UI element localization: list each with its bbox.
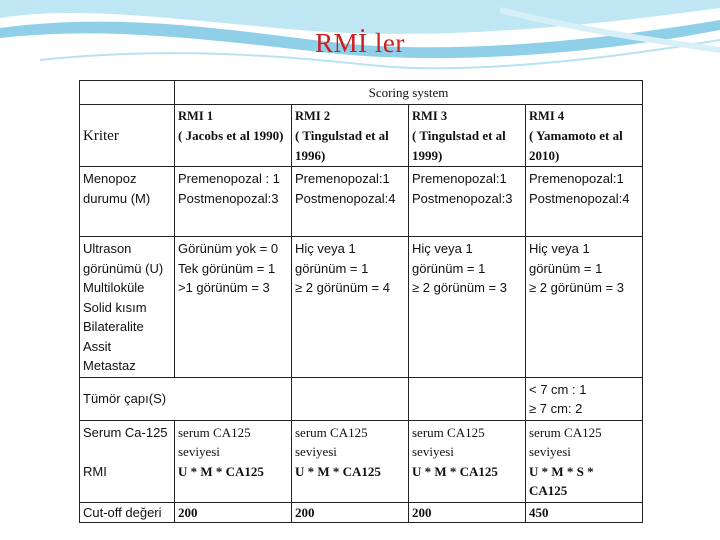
rmi4-tumor	[526, 377, 643, 420]
ultrasound-label-line: Multiloküle	[83, 280, 145, 295]
rmi2-ultrasound	[292, 237, 409, 378]
cutoff-label: Cut-off değeri	[80, 502, 175, 522]
rmi4-postmenopause: Postmenopozal:4	[529, 190, 630, 206]
ultrasound-value-line: Tek görünüm = 1	[178, 260, 276, 276]
rmi2-source: ( Tingulstad et al 1996)	[295, 128, 389, 163]
ultrasound-value-line: görünüm = 1	[412, 260, 486, 276]
rmi2-ca125	[292, 420, 409, 502]
menopause-row	[80, 167, 643, 237]
criteria-header-cell	[80, 104, 175, 167]
header-row	[80, 104, 643, 167]
cutoff-row	[80, 502, 643, 522]
scoring-caption-row	[80, 81, 643, 105]
rmi-label: RMI	[83, 463, 107, 479]
ultrasound-value-line: ≥ 2 görünüm = 3	[529, 280, 624, 295]
rmi4-menopause	[526, 167, 643, 237]
rmi3-tumor	[409, 377, 526, 420]
ca125-line: serum CA125	[412, 424, 485, 440]
ultrasound-row	[80, 237, 643, 378]
rmi3-premenopause: Premenopozal:1	[412, 171, 507, 186]
ultrasound-value-line: Görünüm yok = 0	[178, 241, 279, 256]
ultrasound-value-line: Hiç veya 1	[295, 241, 356, 256]
ultrasound-value-line: ≥ 2 görünüm = 4	[295, 280, 390, 295]
tumor-row	[80, 377, 643, 420]
ultrasound-label-line: Ultrason	[83, 241, 132, 256]
rmi3-cutoff: 200	[409, 502, 526, 522]
ca125-line: serum CA125	[295, 424, 368, 440]
rmi3-ultrasound	[409, 237, 526, 378]
ultrasound-value-line: >1 görünüm = 3	[178, 280, 270, 295]
ultrasound-label-line: Solid kısım	[83, 299, 147, 315]
rmi1-ca125	[175, 420, 292, 502]
rmi4-source: ( Yamamoto et al 2010)	[529, 128, 623, 163]
rmi2-cutoff: 200	[292, 502, 409, 522]
menopause-label-line2: durumu (M)	[83, 190, 151, 206]
rmi4-premenopause: Premenopozal:1	[529, 171, 624, 186]
rmi2-premenopause: Premenopozal:1	[295, 171, 390, 186]
rmi2-formula: U * M * CA125	[295, 463, 381, 479]
ca125-label-cell	[80, 420, 175, 502]
rmi1-cutoff: 200	[175, 502, 292, 522]
rmi2-postmenopause: Postmenopozal:4	[295, 190, 396, 206]
rmi4-formula-cont: CA125	[529, 483, 568, 498]
rmi4-name: RMI 4	[529, 108, 565, 123]
ca125-row	[80, 420, 643, 502]
ca125-line: seviyesi	[178, 444, 220, 459]
rmi3-source: ( Tingulstad et al 1999)	[412, 128, 506, 163]
ultrasound-label-line: görünümü (U)	[83, 260, 164, 276]
ultrasound-label-line: Metastaz	[83, 358, 136, 373]
empty-corner-cell	[80, 81, 175, 105]
rmi1-premenopause: Premenopozal : 1	[178, 171, 280, 186]
menopause-label-line1: Menopoz	[83, 171, 137, 186]
ultrasound-label-line: Assit	[83, 338, 112, 354]
rmi3-header	[409, 104, 526, 167]
rmi4-tumor-small: < 7 cm : 1	[529, 381, 587, 397]
ultrasound-value-line: Hiç veya 1	[412, 241, 473, 256]
rmi4-ca125	[526, 420, 643, 502]
rmi1-ultrasound	[175, 237, 292, 378]
ultrasound-label-cell	[80, 237, 175, 378]
rmi4-formula: U * M * S *	[529, 463, 594, 479]
tumor-label: Tümör çapı(S)	[83, 391, 167, 407]
ultrasound-value-line: Hiç veya 1	[529, 241, 590, 256]
rmi3-formula: U * M * CA125	[412, 463, 498, 479]
ca125-line: seviyesi	[412, 444, 454, 459]
rmi3-postmenopause: Postmenopozal:3	[412, 190, 513, 206]
rmi2-name: RMI 2	[295, 108, 331, 123]
rmi4-header	[526, 104, 643, 167]
rmi2-header	[292, 104, 409, 167]
rmi-scoring-table	[79, 80, 643, 523]
ca125-line: serum CA125	[178, 424, 251, 440]
menopause-label-cell	[80, 167, 175, 237]
rmi1-source: ( Jacobs et al 1990)	[178, 128, 284, 143]
ultrasound-value-line: görünüm = 1	[295, 260, 369, 276]
rmi4-tumor-large: ≥ 7 cm: 2	[529, 401, 583, 416]
rmi1-formula: U * M * CA125	[178, 463, 264, 479]
serum-ca125-label: Serum Ca-125	[83, 424, 168, 440]
rmi4-ultrasound	[526, 237, 643, 378]
rmi3-ca125	[409, 420, 526, 502]
ultrasound-value-line: ≥ 2 görünüm = 3	[412, 280, 507, 295]
ultrasound-value-line: görünüm = 1	[529, 260, 603, 276]
ca125-line: seviyesi	[529, 444, 571, 459]
rmi3-name: RMI 3	[412, 108, 448, 123]
ca125-line: serum CA125	[529, 424, 602, 440]
rmi2-tumor	[292, 377, 409, 420]
criteria-header: Kriter	[83, 128, 119, 144]
ca125-line: seviyesi	[295, 444, 337, 459]
ultrasound-label-line: Bilateralite	[83, 319, 144, 334]
scoring-system-caption: Scoring system	[175, 81, 643, 105]
rmi1-postmenopause: Postmenopozal:3	[178, 190, 279, 206]
rmi3-menopause	[409, 167, 526, 237]
rmi2-menopause	[292, 167, 409, 237]
rmi1-name: RMI 1	[178, 108, 214, 123]
rmi1-header	[175, 104, 292, 167]
rmi1-menopause	[175, 167, 292, 237]
rmi4-cutoff: 450	[526, 502, 643, 522]
tumor-label-cell	[80, 377, 292, 420]
slide-title: RMİ ler	[315, 28, 405, 58]
